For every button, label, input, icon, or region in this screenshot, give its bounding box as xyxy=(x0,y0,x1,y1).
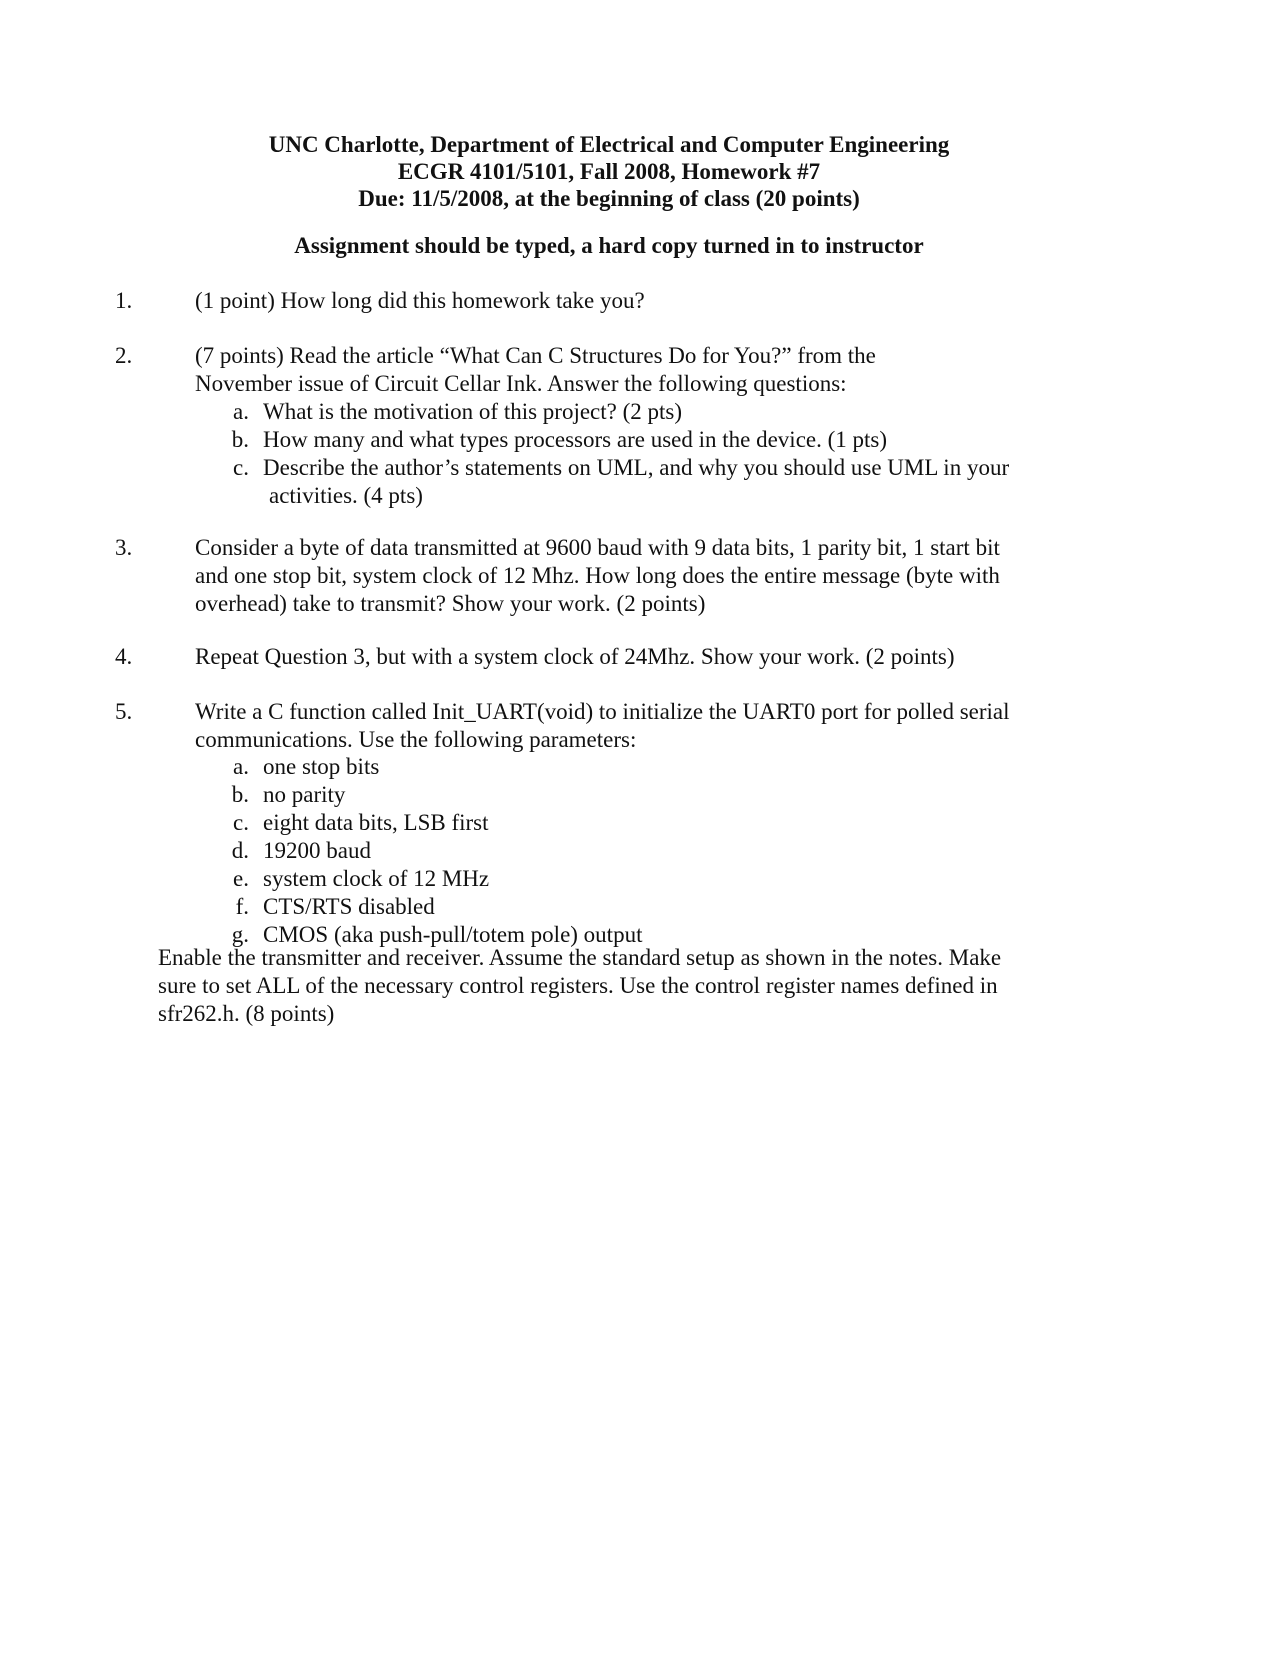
question-1-number: 1. xyxy=(115,288,133,313)
question-3-line: and one stop bit, system clock of 12 Mhz. How long does the entire message (byte with xyxy=(195,563,1000,588)
subitem-text: What is the motivation of this project? (2 pts) xyxy=(263,399,683,424)
subitem-text: one stop bits xyxy=(263,754,380,779)
list-item xyxy=(225,781,642,809)
subitem-letter: a. xyxy=(233,399,249,424)
subitem-letter: f. xyxy=(235,894,249,919)
subitem-letter: g. xyxy=(231,922,249,947)
subitem-letter: c. xyxy=(233,810,249,835)
question-3-text xyxy=(195,534,1095,618)
subitem-letter: b. xyxy=(231,427,249,452)
question-2-number: 2. xyxy=(115,343,133,368)
question-4-text xyxy=(195,643,1095,671)
list-item xyxy=(225,398,1009,426)
list-item xyxy=(225,753,642,781)
subitem-text: Describe the author’s statements on UML, and why you should use UML in your xyxy=(263,455,1010,480)
subitem-text: 19200 baud xyxy=(263,838,371,863)
question-2-line: (7 points) Read the article “What Can C Structures Do for You?” from the xyxy=(195,343,876,368)
question-4-line: Repeat Question 3, but with a system clock of 24Mhz. Show your work. (2 points) xyxy=(195,644,955,669)
question-5-number: 5. xyxy=(115,699,133,724)
header-institution: UNC Charlotte, Department of Electrical and Computer Engineering xyxy=(268,132,950,157)
question-5-tail-line: sure to set ALL of the necessary control registers. Use the control register names defined in xyxy=(158,973,998,998)
question-5-text xyxy=(195,698,1095,754)
subitem-letter: e. xyxy=(233,866,249,891)
question-4-number: 4. xyxy=(115,644,133,669)
subitem-letter: c. xyxy=(233,455,249,480)
question-5-tail-line: Enable the transmitter and receiver. Assume the standard setup as shown in the notes. Make xyxy=(158,945,1002,970)
subitem-letter: d. xyxy=(231,838,249,863)
list-item xyxy=(225,837,642,865)
subitem-text: no parity xyxy=(263,782,346,807)
question-5-line: communications. Use the following parameters: xyxy=(195,727,637,752)
header-course: ECGR 4101/5101, Fall 2008, Homework #7 xyxy=(397,159,821,184)
subitem-continuation: activities. (4 pts) xyxy=(269,483,423,508)
assignment-instruction: Assignment should be typed, a hard copy turned in to instructor xyxy=(294,233,924,258)
question-2-line: November issue of Circuit Cellar Ink. Answer the following questions: xyxy=(195,371,847,396)
subitem-text: How many and what types processors are used in the device. (1 pts) xyxy=(263,427,888,452)
question-2-text xyxy=(195,342,1095,398)
question-5-subitems xyxy=(225,753,642,949)
question-5-tail xyxy=(158,944,1001,1028)
question-1-line: (1 point) How long did this homework take you? xyxy=(195,288,645,313)
list-item xyxy=(225,454,1009,482)
subitem-text: CTS/RTS disabled xyxy=(263,894,435,919)
header-due-date: Due: 11/5/2008, at the beginning of class (20 points) xyxy=(358,186,860,211)
subitem-text: CMOS (aka push-pull/totem pole) output xyxy=(263,922,643,947)
list-item xyxy=(225,893,642,921)
list-item xyxy=(225,865,642,893)
question-3-number: 3. xyxy=(115,535,133,560)
question-3-line: Consider a byte of data transmitted at 9600 baud with 9 data bits, 1 parity bit, 1 start bit xyxy=(195,535,1000,560)
document-header xyxy=(0,131,1218,212)
subitem-letter: b. xyxy=(231,782,249,807)
question-5-tail-line: sfr262.h. (8 points) xyxy=(158,1001,335,1026)
question-2-subitems xyxy=(225,398,1009,510)
subitem-text: system clock of 12 MHz xyxy=(263,866,490,891)
list-item xyxy=(225,809,642,837)
question-1-text xyxy=(195,287,1095,315)
question-3-line: overhead) take to transmit? Show your work. (2 points) xyxy=(195,591,706,616)
question-5-line: Write a C function called Init_UART(void) to initialize the UART0 port for polled serial xyxy=(195,699,1010,724)
subitem-letter: a. xyxy=(233,754,249,779)
list-item xyxy=(225,426,1009,454)
subitem-text: eight data bits, LSB first xyxy=(263,810,489,835)
